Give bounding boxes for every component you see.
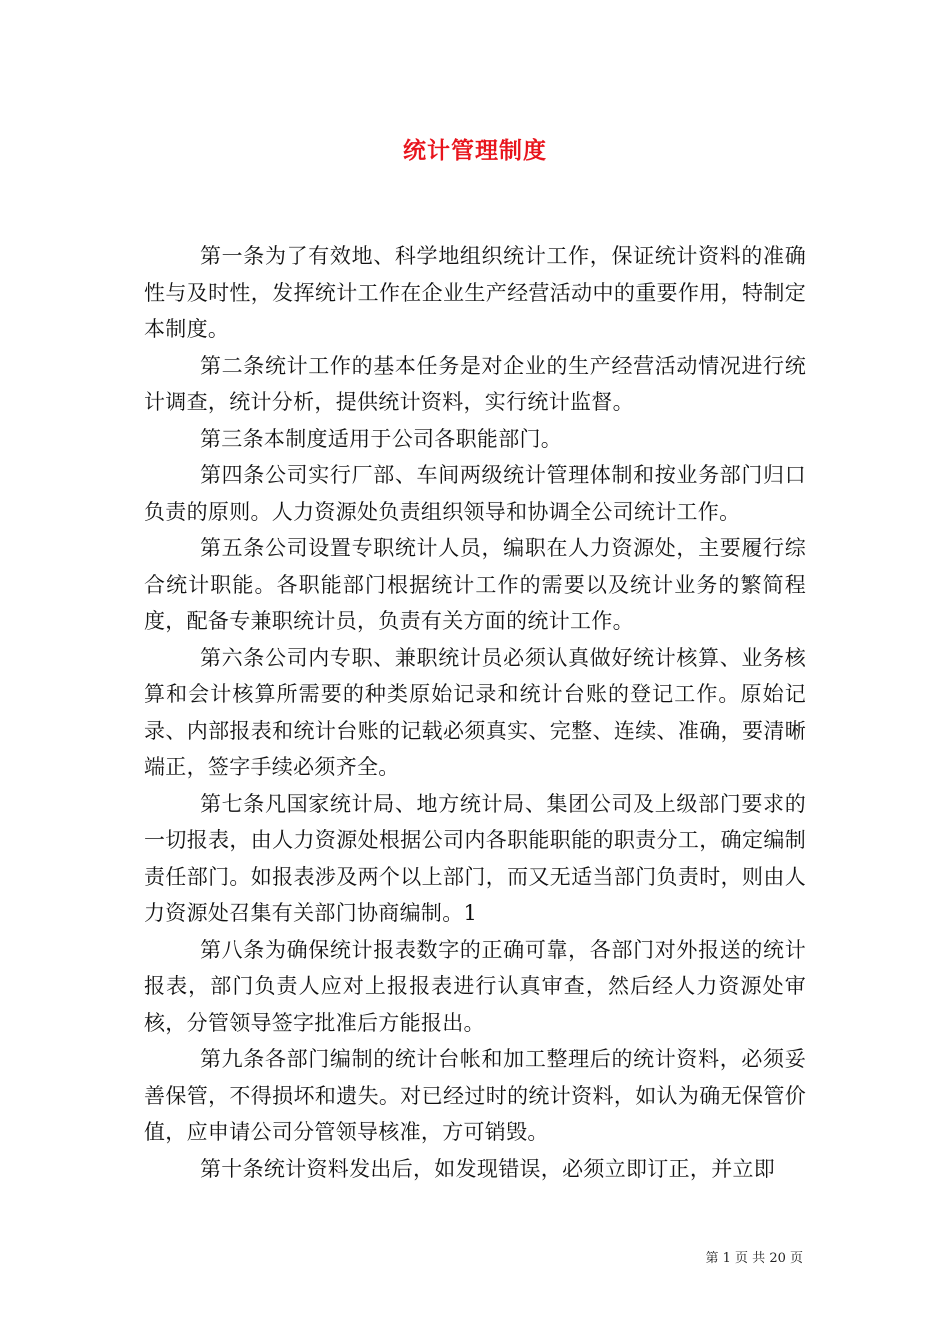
document-body	[144, 238, 806, 1187]
paragraph-article-10: 第十条统计资料发出后，如发现错误，必须立即订正，并立即	[200, 1156, 776, 1181]
paragraph-article-3: 第三条本制度适用于公司各职能部门。	[200, 426, 563, 451]
document-title: 统计管理制度	[403, 137, 547, 164]
paragraph-article-4: 第四条公司实行厂部、车间两级统计管理体制和按业务部门归口负责的原则。人力资源处负责组织领导和协调全公司统计工作。	[144, 463, 806, 524]
paragraph-article-8: 第八条为确保统计报表数字的正确可靠，各部门对外报送的统计报表，部门负责人应对上报报表进行认真审查，然后经人力资源处审核，分管领导签字批准后方能报出。	[144, 937, 806, 1035]
paragraph-article-9: 第九条各部门编制的统计台帐和加工整理后的统计资料，必须妥善保管，不得损坏和遗失。对已经过时的统计资料，如认为确无保管价值，应申请公司分管领导核准，方可销毁。	[144, 1047, 806, 1144]
paragraph-article-2: 第二条统计工作的基本任务是对企业的生产经营活动情况进行统计调查，统计分析，提供统计资料，实行统计监督。	[144, 353, 806, 414]
paragraph-article-6: 第六条公司内专职、兼职统计员必须认真做好统计核算、业务核算和会计核算所需要的种类原始记录和统计台账的登记工作。原始记录、内部报表和统计台账的记载必须真实、完整、连续、准确，要清晰端正，签字手续必须齐全。	[144, 645, 806, 779]
paragraph-article-1: 第一条为了有效地、科学地组织统计工作，保证统计资料的准确性与及时性，发挥统计工作在企业生产经营活动中的重要作用，特制定本制度。	[144, 244, 806, 341]
page-number: 第 1 页 共 20 页	[705, 1251, 803, 1266]
paragraph-article-7: 第七条凡国家统计局、地方统计局、集团公司及上级部门要求的一切报表，由人力资源处根据公司内各职能职能的职责分工，确定编制责任部门。如报表涉及两个以上部门，而又无适当部门负责时，则由人力资源处召集有关部门协商编制。1	[144, 791, 806, 925]
paragraph-article-5: 第五条公司设置专职统计人员，编职在人力资源处，主要履行综合统计职能。各职能部门根据统计工作的需要以及统计业务的繁简程度，配备专兼职统计员，负责有关方面的统计工作。	[144, 536, 806, 633]
